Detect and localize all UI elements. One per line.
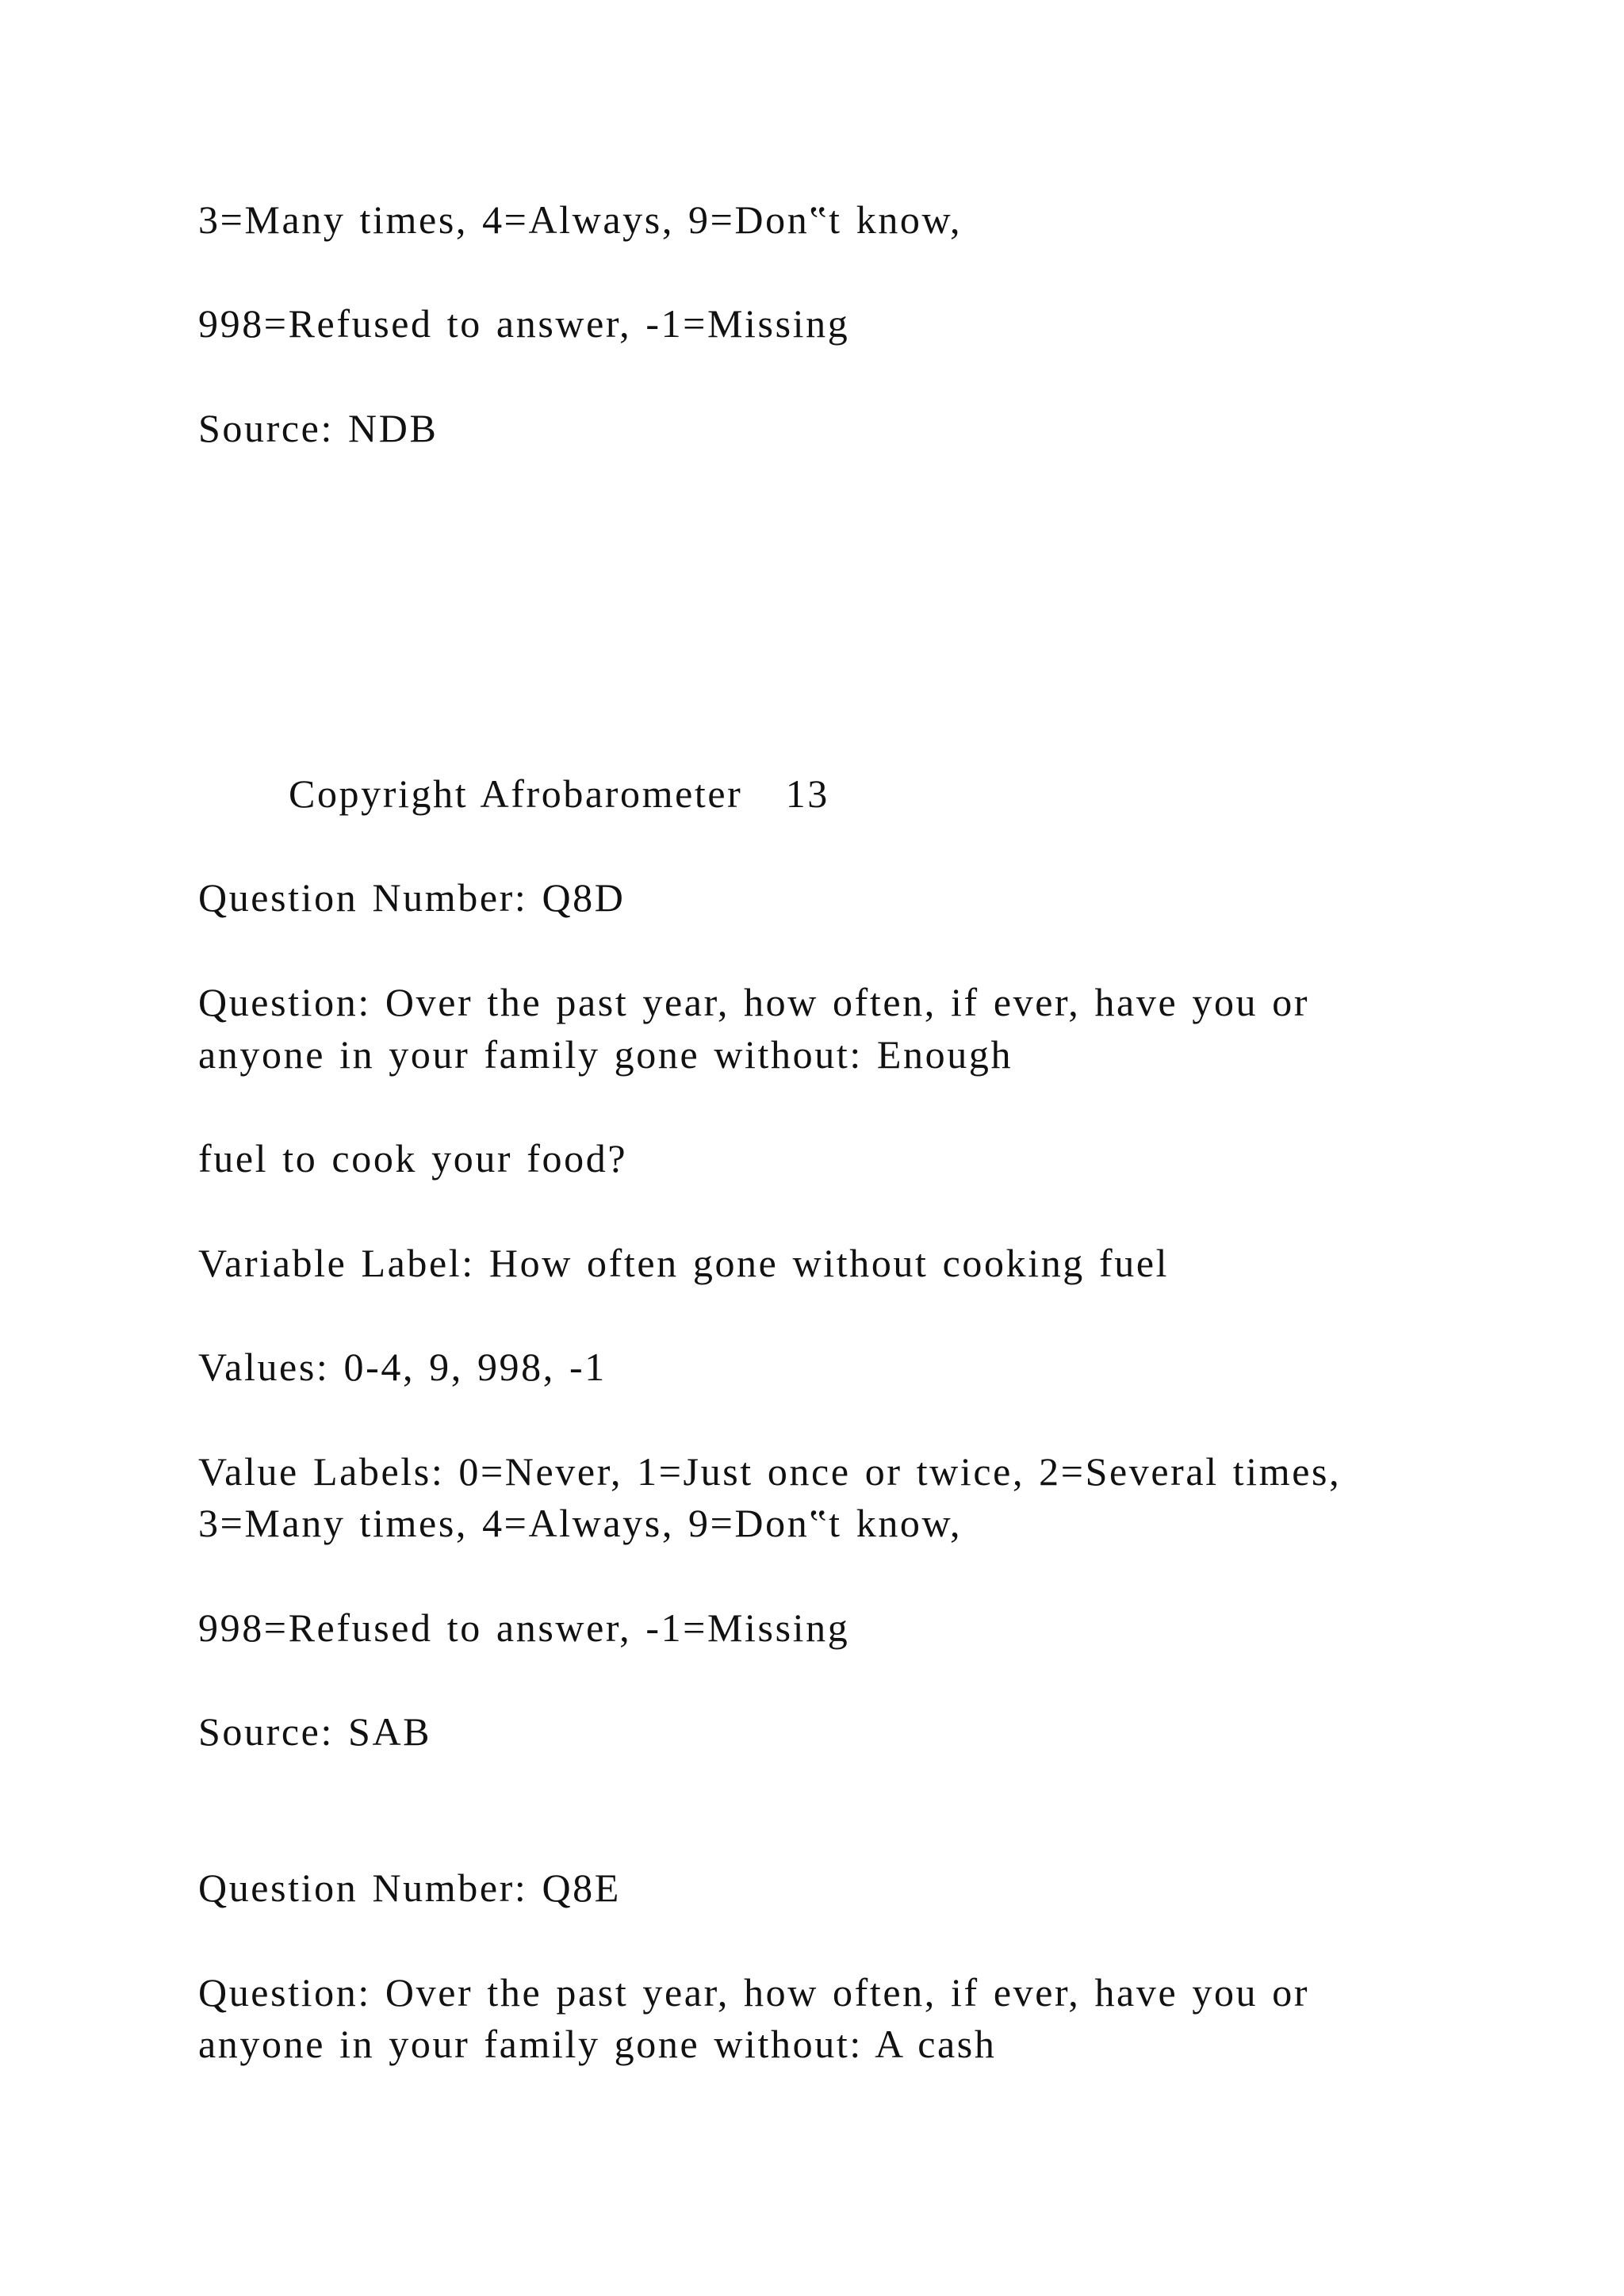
value-labels-continued-line-2: 998=Refused to answer, -1=Missing [198,301,850,346]
page-footer: Copyright Afrobarometer 13 [289,771,829,816]
question-number: Question Number: Q8D [198,875,626,920]
value-labels-line-2: 3=Many times, 4=Always, 9=Don‟t know, [198,1501,963,1545]
question-text-line-2: anyone in your family gone without: A cash [198,2022,997,2066]
question-text-line-1: Question: Over the past year, how often, if ever, have you or [198,980,1310,1024]
value-labels-continued-line-1: 3=Many times, 4=Always, 9=Don‟t know, [198,197,963,242]
source-line: Source: SAB [198,1709,432,1754]
question-text-line-3: fuel to cook your food? [198,1136,628,1181]
source-line: Source: NDB [198,406,439,450]
question-number: Question Number: Q8E [198,1866,621,1910]
value-labels-line-1: Value Labels: 0=Never, 1=Just once or twice, 2=Several times, [198,1449,1342,1494]
question-text-line-2: anyone in your family gone without: Enough [198,1032,1013,1077]
values-line: Values: 0-4, 9, 998, -1 [198,1345,607,1389]
question-text-line-1: Question: Over the past year, how often, if ever, have you or [198,1970,1310,2015]
variable-label: Variable Label: How often gone without cooking fuel [198,1241,1170,1285]
value-labels-line-3: 998=Refused to answer, -1=Missing [198,1605,850,1650]
